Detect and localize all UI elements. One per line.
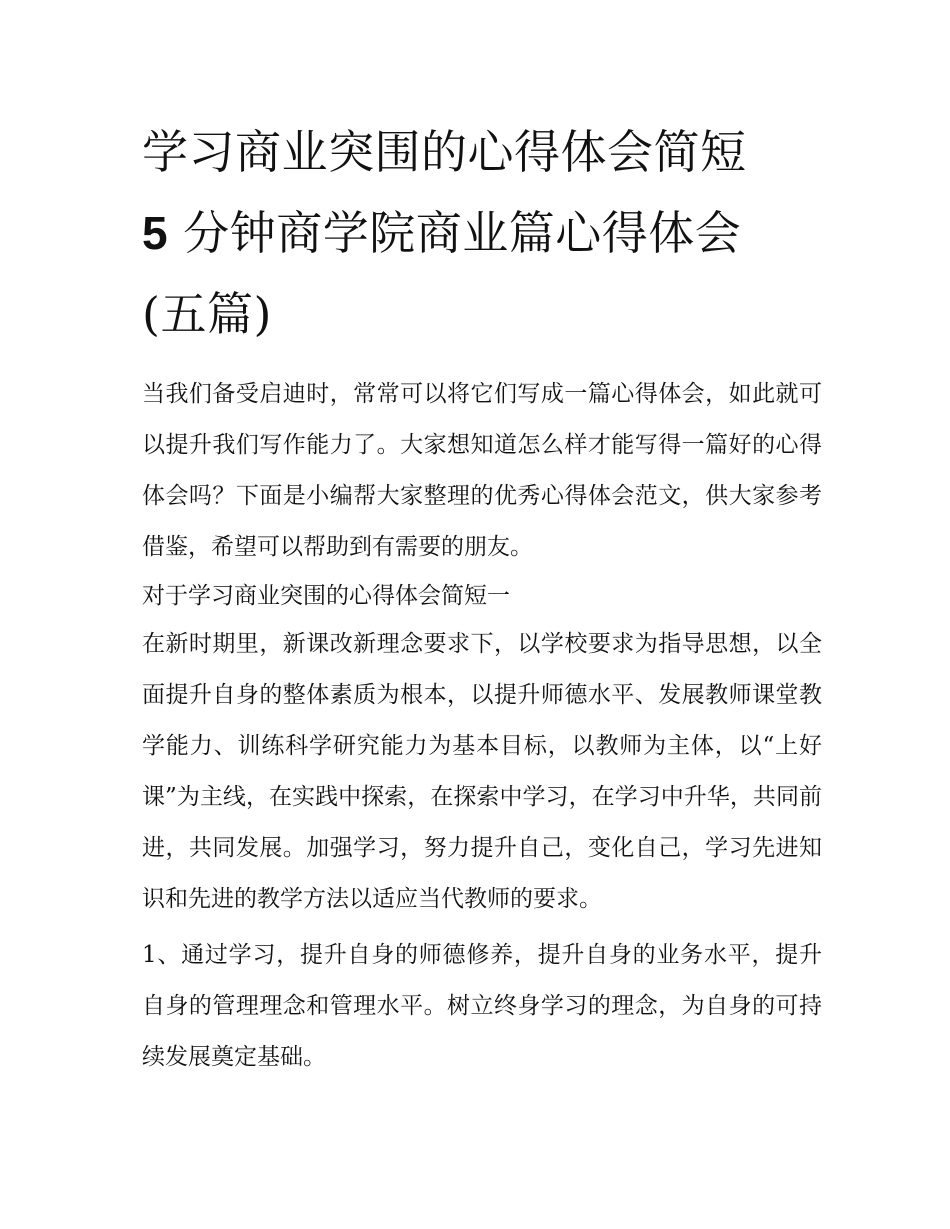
title-line-3: (五篇)	[142, 287, 272, 341]
point-1-paragraph: 1、通过学习，提升自身的师德修养，提升自身的业务水平，提升自身的管理理念和管理水平。树立终身学习的理念，为自身的可持续发展奠定基础。	[142, 942, 822, 1070]
title-line-1: 学习商业突围的心得体会简短	[142, 125, 747, 179]
document-title	[142, 112, 822, 355]
document-content	[142, 112, 822, 1083]
intro-paragraph: 当我们备受启迪时，常常可以将它们写成一篇心得体会，如此就可以提升我们写作能力了。大家想知道怎么样才能写得一篇好的心得体会吗？下面是小编帮大家整理的优秀心得体会范文，供大家参考借鉴，希望可以帮助到有需要的朋友。	[142, 381, 822, 560]
title-number: 5	[142, 207, 169, 259]
body-paragraph: 在新时期里，新课改新理念要求下，以学校要求为指导思想，以全面提升自身的整体素质为根本，以提升师德水平、发展教师课堂教学能力、训练科学研究能力为基本目标，以教师为主体，以“上好课”为主线，在实践中探索，在探索中学习，在学习中升华，共同前进，共同发展。加强学习，努力提升自己，变化自己，学习先进知识和先进的教学方法以适应当代教师的要求。	[142, 631, 822, 912]
title-line-2-text: 分钟商学院商业篇心得体会	[183, 206, 742, 260]
section-heading: 对于学习商业突围的心得体会简短一	[142, 583, 510, 609]
title-line-2	[142, 193, 822, 274]
